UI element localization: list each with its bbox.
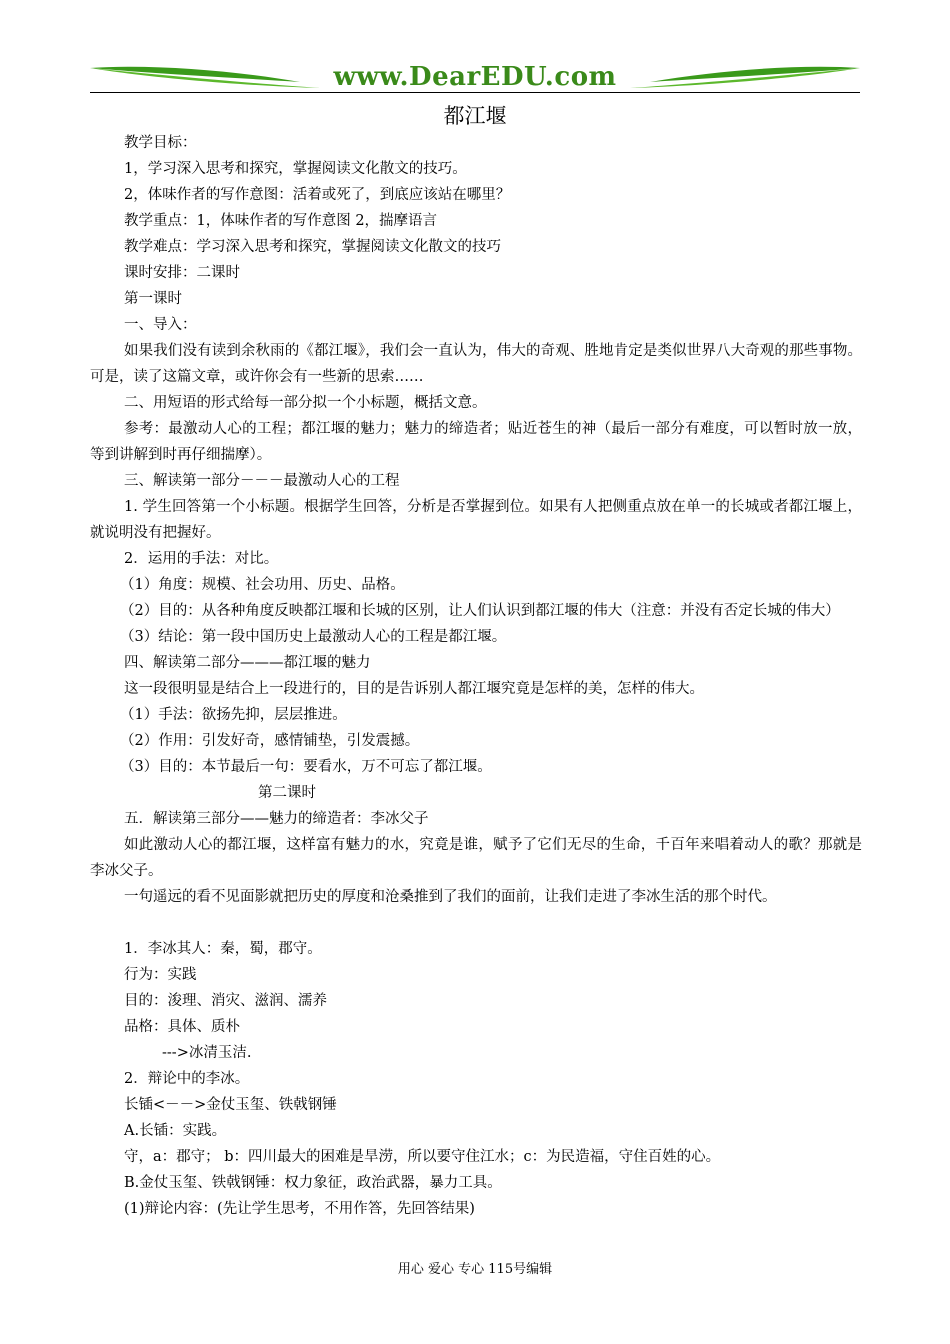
paragraph: （2）目的：从各种角度反映都江堰和长城的区别，让人们认识到都江堰的伟大（注意：并没有否定长城的伟大） (120, 603, 840, 619)
paragraph: 2．运用的手法：对比。 (124, 551, 279, 567)
paragraph: 目的：浚理、消灾、滋润、濡养 (124, 993, 327, 1009)
page-title: 都江堰 (443, 104, 507, 128)
paragraph: 教学难点：学习深入思考和探究，掌握阅读文化散文的技巧 (124, 239, 501, 255)
paragraph: 1. 学生回答第一个小标题。根据学生回答，分析是否掌握到位。如果有人把侧重点放在单一的长城或者都江堰上，就说明没有把握好。 (90, 499, 862, 541)
paragraph: 2．辩论中的李冰。 (124, 1071, 250, 1087)
paragraph: A.长锸：实践。 (124, 1123, 227, 1139)
paragraph: 行为：实践 (124, 967, 197, 983)
paragraph: 长锸<－－>金仗玉玺、铁戟钢锤 (124, 1097, 337, 1113)
paragraph: 课时安排：二课时 (124, 265, 240, 281)
paragraph: （1）角度：规模、社会功用、历史、品格。 (120, 577, 405, 593)
spacer (90, 910, 862, 936)
paragraph: （1）手法：欲扬先抑，层层推进。 (120, 707, 347, 723)
paragraph: （3）目的：本节最后一句：要看水，万不可忘了都江堰。 (120, 759, 492, 775)
paragraph: （2）作用：引发好奇，感情铺垫，引发震撼。 (120, 733, 420, 749)
paragraph: (1)辩论内容：(先让学生思考，不用作答，先回答结果) (124, 1201, 475, 1217)
document-body (90, 130, 862, 1222)
paragraph: 1，学习深入思考和探究，掌握阅读文化散文的技巧。 (124, 161, 467, 177)
paragraph: 如果我们没有读到余秋雨的《都江堰》，我们会一直认为，伟大的奇观、胜地肯定是类似世界八大奇观的那些事物。可是，读了这篇文章，或许你会有一些新的思索…… (90, 343, 862, 385)
paragraph: B.金仗玉玺、铁戟钢锤：权力象征，政治武器，暴力工具。 (124, 1175, 502, 1191)
paragraph: 四、解读第二部分———都江堰的魅力 (124, 655, 371, 671)
page-footer: 用心 爱心 专心 115号编辑 (397, 1262, 553, 1277)
section-heading: 第二课时 (258, 785, 316, 801)
paragraph: 1．李冰其人：秦，蜀，郡守。 (124, 941, 322, 957)
site-header (90, 60, 860, 94)
paragraph: 品格：具体、质朴 (124, 1019, 240, 1035)
paragraph: 这一段很明显是结合上一段进行的，目的是告诉别人都江堰究竟是怎样的美，怎样的伟大。 (124, 681, 704, 697)
site-logo[interactable]: www.DearEDU.com (333, 62, 617, 92)
paragraph: 2，体味作者的写作意图：活着或死了，到底应该站在哪里？ (124, 187, 511, 203)
paragraph: 参考：最激动人心的工程；都江堰的魅力；魅力的缔造者；贴近苍生的神（最后一部分有难度，可以暂时放一放，等到讲解到时再仔细揣摩）。 (90, 421, 862, 463)
paragraph: （3）结论：第一段中国历史上最激动人心的工程是都江堰。 (120, 629, 507, 645)
header-divider (90, 92, 860, 93)
paragraph: 第一课时 (124, 291, 182, 307)
paragraph: 教学目标： (124, 135, 197, 151)
paragraph: 五．解读第三部分——魅力的缔造者：李冰父子 (124, 811, 429, 827)
paragraph: --->冰清玉洁. (162, 1045, 252, 1061)
paragraph: 一句遥远的看不见面影就把历史的厚度和沧桑推到了我们的面前，让我们走进了李冰生活的那个时代。 (124, 889, 777, 905)
paragraph: 一、导入： (124, 317, 197, 333)
paragraph: 如此激动人心的都江堰，这样富有魅力的水，究竟是谁，赋予了它们无尽的生命，千百年来唱着动人的歌？那就是李冰父子。 (90, 837, 862, 879)
paragraph: 二、用短语的形式给每一部分拟一个小标题，概括文意。 (124, 395, 487, 411)
paragraph: 三、解读第一部分－－－最激动人心的工程 (124, 473, 400, 489)
paragraph: 教学重点：1，体味作者的写作意图 2，揣摩语言 (124, 213, 438, 229)
paragraph: 守，a：郡守； b：四川最大的困难是旱涝，所以要守住江水；c：为民造福，守住百姓的心。 (124, 1149, 721, 1165)
